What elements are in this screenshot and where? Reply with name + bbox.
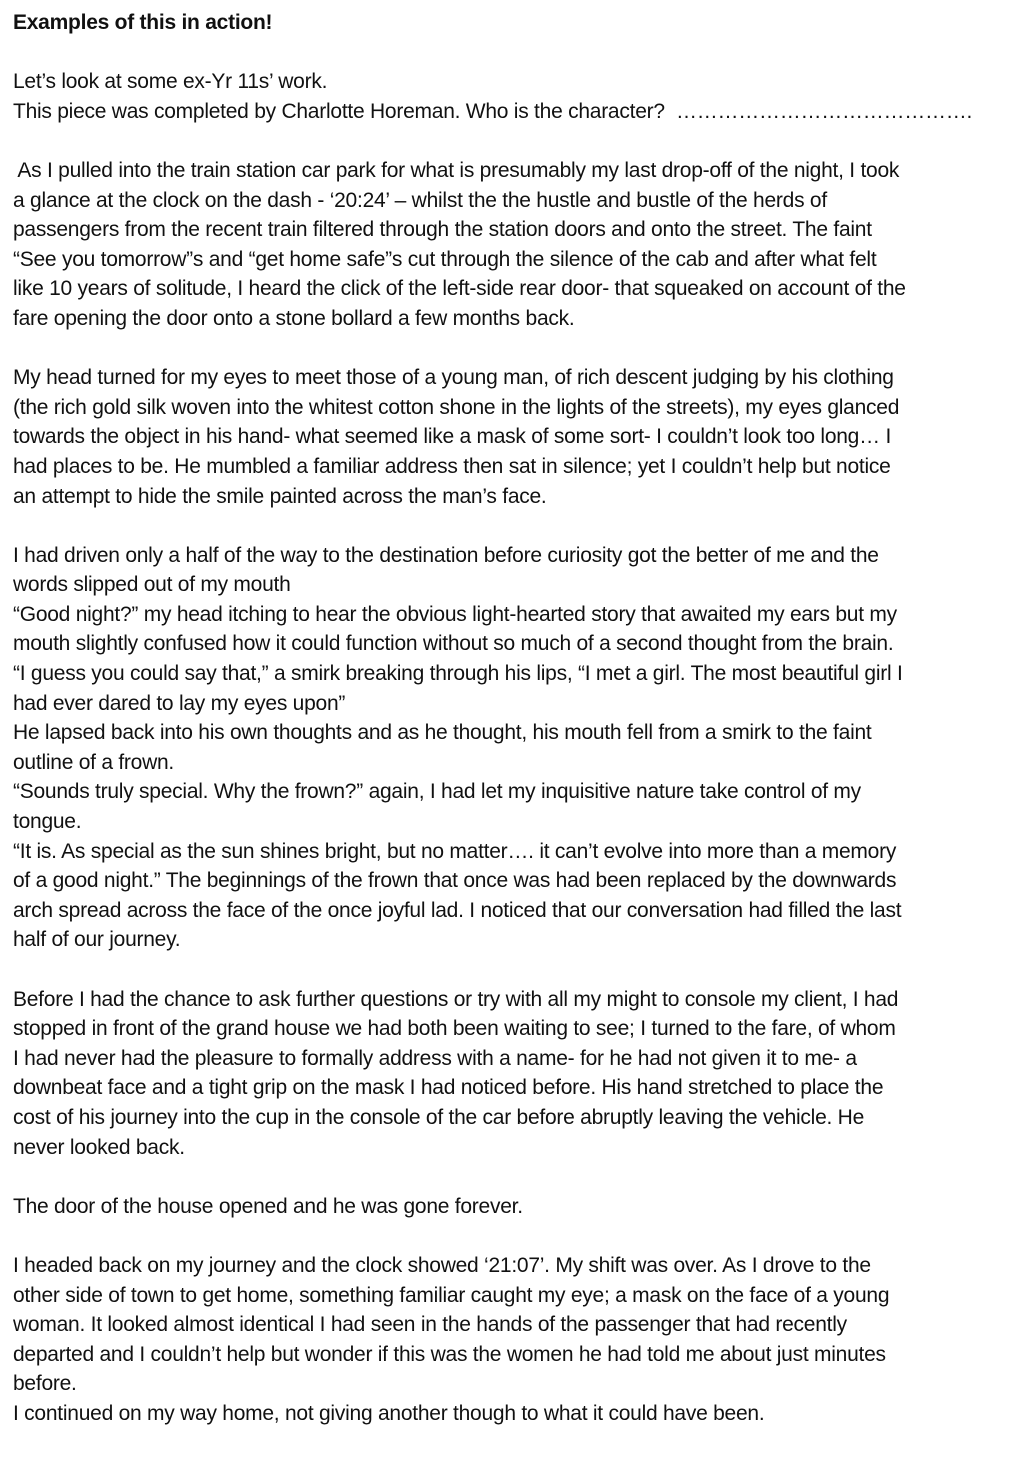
text-line: fare opening the door onto a stone bollard a few months back. <box>13 306 575 330</box>
spacer <box>13 334 1013 364</box>
text-line: “I guess you could say that,” a smirk breaking through his lips, “I met a girl. The most beautiful girl I <box>13 662 903 686</box>
text-line: a glance at the clock on the dash - ‘20:24’ – whilst the the hustle and bustle of the herds of <box>13 188 827 212</box>
paragraph-ending <box>13 1251 1013 1429</box>
intro-line: Let’s look at some ex-Yr 11s’ work. <box>13 70 328 94</box>
text-line: words slipped out of my mouth <box>13 573 291 597</box>
intro-question-line: This piece was completed by Charlotte Horeman. Who is the character? ……………………………………. <box>13 99 973 123</box>
text-line: woman. It looked almost identical I had seen in the hands of the passenger that had recently <box>13 1313 847 1337</box>
paragraph-door <box>13 1192 1013 1222</box>
text-line: “See you tomorrow”s and “get home safe”s cut through the silence of the cab and after what felt <box>13 247 877 271</box>
text-line: half of our journey. <box>13 928 181 952</box>
spacer <box>13 38 1013 68</box>
text-line: I continued on my way home, not giving another though to what it could have been. <box>13 1401 765 1425</box>
text-line: “Sounds truly special. Why the frown?” again, I had let my inquisitive nature take control of my <box>13 780 861 804</box>
text-line: He lapsed back into his own thoughts and as he thought, his mouth fell from a smirk to the faint <box>13 721 872 745</box>
paragraph-passenger <box>13 363 1013 511</box>
text-line: had ever dared to lay my eyes upon” <box>13 691 346 715</box>
paragraph-departure <box>13 985 1013 1163</box>
text-line: downbeat face and a tight grip on the mask I had noticed before. His hand stretched to place the <box>13 1076 884 1100</box>
paragraph-arrival <box>13 156 1013 334</box>
text-line: (the rich gold silk woven into the whitest cotton shone in the lights of the streets), my eyes glanced <box>13 395 900 419</box>
text-line: of a good night.” The beginnings of the frown that once was had been replaced by the downwards <box>13 869 897 893</box>
text-line: passengers from the recent train filtered through the station doors and onto the street. The faint <box>13 218 872 242</box>
text-line: I had never had the pleasure to formally address with a name- for he had not given it to me- a <box>13 1046 857 1070</box>
text-line: mouth slightly confused how it could function without so much of a second thought from the brain. <box>13 632 894 656</box>
text-line: “Good night?” my head itching to hear the obvious light-hearted story that awaited my ears but my <box>13 602 897 626</box>
text-line: arch spread across the face of the once joyful lad. I noticed that our conversation had filled the last <box>13 898 902 922</box>
text-line: I headed back on my journey and the clock showed ‘21:07’. My shift was over. As I drove to the <box>13 1253 871 1277</box>
text-line: outline of a frown. <box>13 750 175 774</box>
spacer <box>13 955 1013 985</box>
spacer <box>13 511 1013 541</box>
spacer <box>13 126 1013 156</box>
text-line: had places to be. He mumbled a familiar address then sat in silence; yet I couldn’t help but notice <box>13 454 891 478</box>
text-line: tongue. <box>13 810 82 834</box>
text-line: “It is. As special as the sun shines bright, but no matter…. it can’t evolve into more than a memory <box>13 839 897 863</box>
text-line: I had driven only a half of the way to the destination before curiosity got the better of me and the <box>13 543 879 567</box>
spacer <box>13 1162 1013 1192</box>
text-line: an attempt to hide the smile painted across the man’s face. <box>13 484 547 508</box>
paragraph-conversation <box>13 541 1013 955</box>
text-line: like 10 years of solitude, I heard the click of the left-side rear door- that squeaked on account of the <box>13 277 906 301</box>
document-page <box>13 8 1013 1429</box>
text-line: before. <box>13 1372 77 1396</box>
text-line: never looked back. <box>13 1135 185 1159</box>
text-line: other side of town to get home, something familiar caught my eye; a mask on the face of a young <box>13 1283 890 1307</box>
text-line: cost of his journey into the cup in the console of the car before abruptly leaving the vehicle. He <box>13 1105 865 1129</box>
document-heading: Examples of this in action! <box>13 11 273 34</box>
text-line: towards the object in his hand- what seemed like a mask of some sort- I couldn’t look too long… I <box>13 425 892 449</box>
text-line: stopped in front of the grand house we had both been waiting to see; I turned to the fare, of whom <box>13 1017 896 1041</box>
text-line: The door of the house opened and he was gone forever. <box>13 1194 523 1218</box>
text-line: My head turned for my eyes to meet those of a young man, of rich descent judging by his clothing <box>13 366 894 390</box>
text-line: As I pulled into the train station car park for what is presumably my last drop-off of the night, I took <box>13 158 900 182</box>
text-line: departed and I couldn’t help but wonder if this was the women he had told me about just minutes <box>13 1342 886 1366</box>
text-line: Before I had the chance to ask further questions or try with all my might to console my client, I had <box>13 987 899 1011</box>
spacer <box>13 1221 1013 1251</box>
